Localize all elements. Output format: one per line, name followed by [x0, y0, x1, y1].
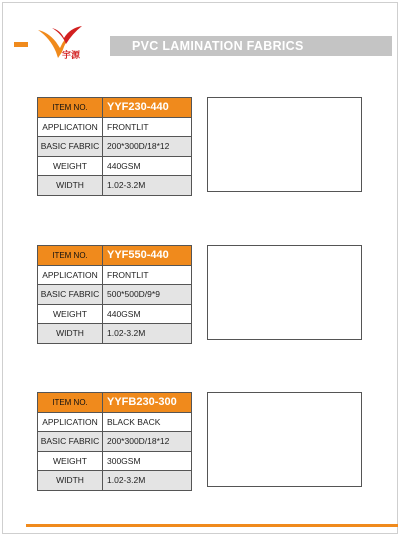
- model-number: YYF230-440: [103, 98, 192, 118]
- spec-label: WIDTH: [38, 471, 103, 491]
- spec-label: APPLICATION: [38, 117, 103, 137]
- product-image-placeholder-1: [207, 97, 362, 192]
- model-number: YYF550-440: [103, 246, 192, 266]
- spec-label: BASIC FABRIC: [38, 285, 103, 305]
- item-no-label: ITEM NO.: [38, 393, 103, 413]
- spec-label: WEIGHT: [38, 156, 103, 176]
- page-title: PVC LAMINATION FABRICS: [132, 39, 304, 53]
- spec-label: WEIGHT: [38, 451, 103, 471]
- section-header-bar: [110, 36, 392, 56]
- spec-label: APPLICATION: [38, 265, 103, 285]
- spec-label: WEIGHT: [38, 304, 103, 324]
- spec-value: FRONTLIT: [103, 265, 192, 285]
- product-image-placeholder-2: [207, 245, 362, 340]
- spec-label: APPLICATION: [38, 412, 103, 432]
- spec-table-2: [37, 245, 192, 344]
- spec-label: WIDTH: [38, 176, 103, 196]
- header-accent-mark: [14, 42, 28, 47]
- spec-label: BASIC FABRIC: [38, 137, 103, 157]
- spec-value: 440GSM: [103, 156, 192, 176]
- spec-table-3: [37, 392, 192, 491]
- spec-value: FRONTLIT: [103, 117, 192, 137]
- spec-value: 1.02-3.2M: [103, 471, 192, 491]
- spec-value: 1.02-3.2M: [103, 324, 192, 344]
- spec-value: 200*300D/18*12: [103, 137, 192, 157]
- item-no-label: ITEM NO.: [38, 246, 103, 266]
- spec-value: BLACK BACK: [103, 412, 192, 432]
- item-no-label: ITEM NO.: [38, 98, 103, 118]
- spec-value: 500*500D/9*9: [103, 285, 192, 305]
- model-number: YYFB230-300: [103, 393, 192, 413]
- spec-value: 440GSM: [103, 304, 192, 324]
- footer-accent-line: [26, 524, 398, 527]
- spec-label: WIDTH: [38, 324, 103, 344]
- spec-table-1: [37, 97, 192, 196]
- spec-value: 1.02-3.2M: [103, 176, 192, 196]
- brand-logo-text: 宇源: [62, 51, 81, 61]
- spec-value: 300GSM: [103, 451, 192, 471]
- product-image-placeholder-3: [207, 392, 362, 487]
- spec-value: 200*300D/18*12: [103, 432, 192, 452]
- spec-label: BASIC FABRIC: [38, 432, 103, 452]
